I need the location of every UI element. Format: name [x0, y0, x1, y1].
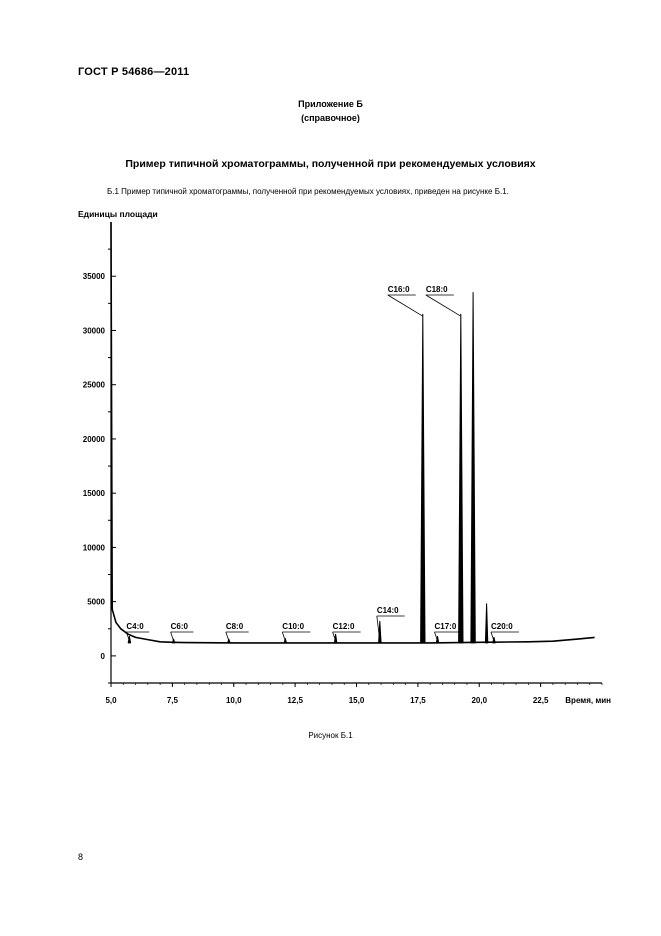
x-tick-label: 20,0 — [471, 696, 488, 705]
peak-label: С17:0 — [434, 622, 457, 631]
peak-mark — [471, 293, 475, 643]
chromatogram-trace — [111, 222, 595, 643]
peak-mark — [485, 604, 487, 643]
peak-label: С20:0 — [490, 622, 513, 631]
y-tick-label: 30000 — [82, 326, 105, 336]
peak-label: С10:0 — [282, 622, 305, 631]
peak-label: С6:0 — [170, 622, 188, 631]
x-tick-label: 17,5 — [410, 696, 426, 705]
peak-label: С8:0 — [225, 622, 244, 631]
peak-label-leader — [388, 295, 423, 316]
peak-label: С4:0 — [126, 622, 144, 631]
document-header: ГОСТ Р 54686—2011 — [78, 66, 190, 78]
peak-label-leader — [491, 632, 494, 641]
y-tick-label: 5000 — [87, 597, 105, 607]
x-tick-label: 12,5 — [287, 696, 303, 705]
peak-label-leader — [426, 295, 461, 316]
y-tick-label: 35000 — [82, 272, 105, 282]
x-tick-label: 15,0 — [348, 696, 365, 705]
y-axis-label: Единицы площади — [78, 209, 158, 219]
peak-mark — [459, 314, 463, 643]
x-tick-label: 22,5 — [532, 696, 549, 705]
peak-label: С14:0 — [376, 606, 399, 615]
section-title: Пример типичной хроматограммы, полученной при рекомендуемых условиях — [125, 158, 536, 170]
x-tick-label: 5,0 — [105, 696, 117, 705]
intro-paragraph: Б.1 Пример типичной хроматограммы, полученной при рекомендуемых условиях, приведен на рисунке Б.1. — [107, 187, 509, 196]
peak-label: С16:0 — [387, 285, 410, 294]
y-tick-label: 0 — [100, 651, 105, 661]
x-tick-label: 10,0 — [225, 696, 242, 705]
peak-label-leader — [282, 632, 285, 641]
page-number: 8 — [78, 852, 84, 862]
y-tick-label: 10000 — [82, 543, 105, 553]
x-axis-label: Время, мин — [565, 696, 611, 705]
peak-label-leader — [171, 632, 174, 641]
peak-label: С18:0 — [425, 285, 448, 294]
peak-label: С12:0 — [332, 622, 355, 631]
x-tick-label: 7,5 — [166, 696, 178, 705]
appendix-title: Приложение Б — [298, 99, 363, 109]
y-tick-label: 25000 — [82, 380, 105, 390]
y-tick-label: 15000 — [82, 489, 105, 499]
appendix-subtitle: (справочное) — [301, 113, 360, 123]
y-tick-label: 20000 — [82, 434, 105, 444]
chart-peak-layer — [128, 293, 495, 643]
peak-label-leader — [226, 632, 229, 641]
peak-mark — [421, 314, 425, 643]
figure-caption: Рисунок Б.1 — [308, 731, 353, 740]
chart-curve-layer — [111, 222, 595, 643]
